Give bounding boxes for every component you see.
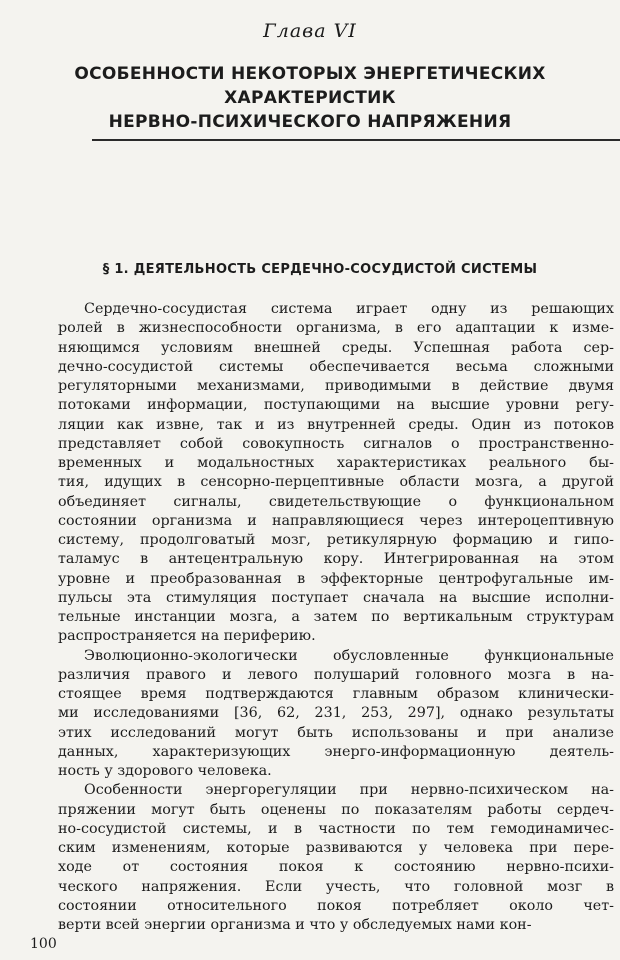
text-line: объединяет сигналы, свидетельствующие о функциональном (58, 493, 614, 510)
text-line: потоками информации, поступающими на высшие уровни регу- (58, 397, 614, 414)
text-line: представляет собой совокупность сигналов о пространственно- (58, 435, 614, 452)
text-line: верти всей энергии организма и что у обследуемых нами кон- (58, 917, 532, 933)
text-line: ческого напряжения. Если учесть, что головной мозг в (58, 878, 614, 895)
text-line: состоянии относительного покоя потребляет около чет- (58, 897, 614, 914)
text-line: ми исследованиями [36, 62, 231, 253, 297], однако результаты (58, 705, 614, 722)
text-line: Сердечно-сосудистая система играет одну из решающих (84, 301, 614, 317)
text-line: тельные инстанции мозга, а затем по вертикальным структурам (58, 609, 614, 625)
text-line: регуляторными механизмами, приводимыми в действие двумя (58, 378, 614, 394)
paragraph (58, 781, 614, 935)
paragraph (58, 647, 614, 782)
text-line: дечно-сосудистой системы обеспечивается весьма сложными (58, 358, 614, 375)
text-line: ролей в жизнеспособности организма, в его адаптации к изме- (58, 320, 614, 337)
text-line: уровне и преобразованная в эффекторные центрофугальные им- (58, 570, 614, 587)
body-text (58, 300, 614, 935)
text-line: Особенности энергорегуляции при нервно-психическом на- (84, 782, 614, 799)
text-line: стоящее время подтверждаются главным образом клинически- (58, 686, 614, 702)
chapter-title-line: ХАРАКТЕРИСТИК (224, 88, 396, 108)
chapter-title-line: НЕРВНО-ПСИХИЧЕСКОГО НАПРЯЖЕНИЯ (108, 112, 512, 132)
text-line: Эволюционно-экологически обусловленные функциональные (84, 647, 614, 664)
section-heading: § 1. ДЕЯТЕЛЬНОСТЬ СЕРДЕЧНО-СОСУДИСТОЙ СИСТЕМЫ (102, 262, 538, 277)
text-line: данных, характеризующих энерго-информационную деятель- (58, 743, 614, 760)
text-line: различия правого и левого полушарий головного мозга в на- (58, 666, 614, 683)
text-line: этих исследований могут быть использованы и при анализе (58, 724, 614, 741)
text-line: тия, идущих в сенсорно-перцептивные области мозга, а другой (58, 474, 614, 491)
text-line: ляции как извне, так и из внутренней среды. Один из потоков (58, 416, 614, 433)
text-line: состоянии организма и направляющиеся через интероцептивную (58, 512, 614, 529)
text-line: няющимся условиям внешней среды. Успешная работа сер- (58, 339, 614, 356)
text-line: систему, продолговатый мозг, ретикулярную формацию и гипо- (58, 532, 614, 548)
title-rule (92, 139, 620, 141)
text-line: ходе от состояния покоя к состоянию нервно-психи- (58, 859, 614, 876)
text-line: но-сосудистой системы, и в частности по тем гемодинамичес- (58, 820, 614, 837)
text-line: пульсы эта стимуляция поступает сначала на высшие исполни- (58, 589, 614, 606)
page-number: 100 (30, 936, 57, 952)
text-line: ность у здорового человека. (58, 763, 272, 779)
text-line: таламус в антецентральную кору. Интегрированная на этом (58, 551, 614, 568)
text-line: пряжении могут быть оценены по показателям работы сердеч- (58, 801, 614, 818)
text-line: ским изменениям, которые развиваются у человека при пере- (58, 840, 614, 856)
chapter-title (40, 62, 580, 134)
text-line: распространяется на периферию. (58, 628, 316, 645)
paragraph (58, 300, 614, 647)
chapter-label: Глава VI (263, 20, 357, 42)
text-line: временных и модальностных характеристиках реального бы- (58, 455, 614, 471)
chapter-title-line: ОСОБЕННОСТИ НЕКОТОРЫХ ЭНЕРГЕТИЧЕСКИХ (74, 64, 546, 84)
